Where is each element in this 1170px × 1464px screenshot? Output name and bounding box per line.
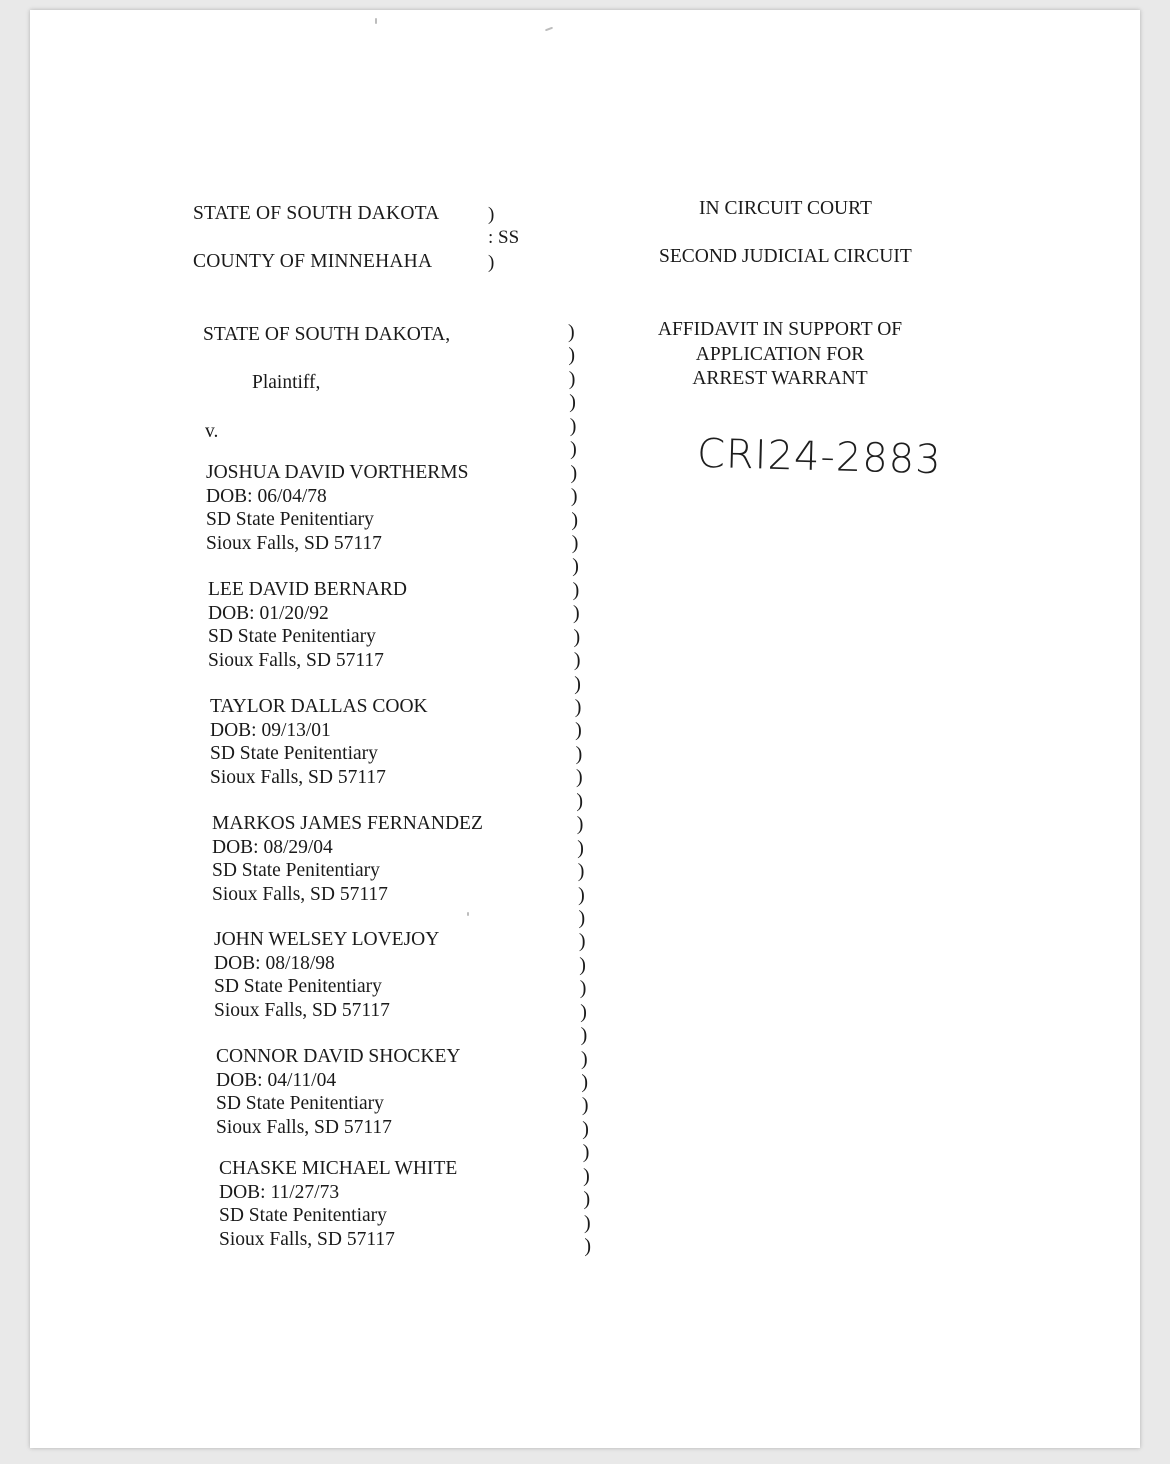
defendant-block xyxy=(214,928,439,1022)
caption-paren: ) xyxy=(568,321,575,343)
caption-paren: ) xyxy=(582,1141,590,1164)
caption-paren: ) xyxy=(584,1235,592,1258)
caption-paren: ) xyxy=(572,555,579,578)
caption-paren: ) xyxy=(569,391,576,414)
caption-paren: ) xyxy=(577,860,585,883)
document-title-line: APPLICATION FOR xyxy=(695,343,865,365)
venue-ss: : SS xyxy=(488,227,520,248)
defendant-dob: DOB: 11/27/73 xyxy=(219,1181,340,1203)
caption-paren: ) xyxy=(576,766,583,789)
caption-paren: ) xyxy=(578,930,586,953)
caption-paren: ) xyxy=(570,461,578,484)
caption-paren: ) xyxy=(568,344,576,367)
caption-paren: ) xyxy=(574,696,582,718)
defendant-name: MARKOS JAMES FERNANDEZ xyxy=(212,813,483,834)
defendant-city: Sioux Falls, SD 57117 xyxy=(208,649,384,671)
document-title-line: ARREST WARRANT xyxy=(692,368,868,389)
defendant-block xyxy=(219,1157,457,1251)
venue-state: STATE OF SOUTH DAKOTA xyxy=(193,203,440,224)
defendant-block xyxy=(210,695,428,789)
defendant-dob: DOB: 01/20/92 xyxy=(208,602,329,624)
caption-paren: ) xyxy=(573,625,581,648)
court-name: IN CIRCUIT COURT xyxy=(699,198,872,219)
defendant-block xyxy=(212,812,483,906)
caption-paren: ) xyxy=(581,1071,589,1093)
defendant-name: JOSHUA DAVID VORTHERMS xyxy=(206,462,469,483)
caption-paren: ) xyxy=(568,367,576,390)
caption-paren: ) xyxy=(579,953,586,976)
caption-paren: ) xyxy=(574,672,581,695)
caption-paren: ) xyxy=(575,719,582,742)
caption-paren: ) xyxy=(576,813,584,836)
defendant-name: TAYLOR DALLAS COOK xyxy=(210,696,428,717)
defendant-facility: SD State Penitentiary xyxy=(206,509,374,530)
venue-paren-bottom: ) xyxy=(488,252,495,273)
document-title xyxy=(640,318,920,392)
defendant-facility: SD State Penitentiary xyxy=(216,1093,384,1114)
defendant-dob: DOB: 09/13/01 xyxy=(210,719,331,741)
venue-paren-top: ) xyxy=(488,204,495,225)
caption-paren: ) xyxy=(572,578,580,601)
defendant-name: CHASKE MICHAEL WHITE xyxy=(219,1158,458,1179)
versus-label: v. xyxy=(205,421,219,442)
caption-paren: ) xyxy=(580,1000,587,1023)
caption-paren: ) xyxy=(573,649,581,672)
caption-paren: ) xyxy=(570,485,578,508)
scan-mark xyxy=(375,18,377,24)
defendant-facility: SD State Penitentiary xyxy=(210,743,378,764)
caption-paren: ) xyxy=(571,531,579,554)
defendant-block xyxy=(206,461,469,555)
defendant-block xyxy=(216,1045,461,1139)
caption-paren: ) xyxy=(581,1094,589,1117)
caption-paren: ) xyxy=(570,438,577,461)
defendant-city: Sioux Falls, SD 57117 xyxy=(214,999,390,1021)
caption-paren: ) xyxy=(578,883,585,906)
document-title-line: AFFIDAVIT IN SUPPORT OF xyxy=(657,319,903,340)
defendant-city: Sioux Falls, SD 57117 xyxy=(216,1116,392,1138)
defendant-city: Sioux Falls, SD 57117 xyxy=(210,766,386,788)
defendant-city: Sioux Falls, SD 57117 xyxy=(219,1228,395,1250)
defendant-name: LEE DAVID BERNARD xyxy=(208,579,407,600)
caption-paren-column xyxy=(568,321,592,1259)
defendant-facility: SD State Penitentiary xyxy=(212,860,380,881)
handwritten-case-number: CRI24-2883 xyxy=(696,430,943,484)
defendant-dob: DOB: 04/11/04 xyxy=(216,1069,337,1091)
caption-paren: ) xyxy=(584,1211,591,1234)
caption-paren: ) xyxy=(571,508,579,531)
caption-paren: ) xyxy=(576,789,584,812)
defendant-facility: SD State Penitentiary xyxy=(208,626,376,647)
caption-paren: ) xyxy=(577,836,584,859)
caption-paren: ) xyxy=(579,977,587,1000)
defendant-facility: SD State Penitentiary xyxy=(219,1205,387,1226)
defendant-dob: DOB: 08/18/98 xyxy=(214,952,335,974)
venue-county: COUNTY OF MINNEHAHA xyxy=(193,251,433,272)
defendant-city: Sioux Falls, SD 57117 xyxy=(206,532,382,554)
scan-mark xyxy=(467,912,469,916)
caption-paren: ) xyxy=(581,1047,588,1070)
plaintiff-role: Plaintiff, xyxy=(252,372,321,393)
caption-paren: ) xyxy=(582,1117,589,1140)
defendant-name: JOHN WELSEY LOVEJOY xyxy=(214,929,440,950)
caption-paren: ) xyxy=(575,742,583,765)
defendant-name: CONNOR DAVID SHOCKEY xyxy=(216,1046,461,1067)
caption-paren: ) xyxy=(573,602,580,625)
scan-mark xyxy=(545,27,553,32)
caption-paren: ) xyxy=(583,1188,591,1211)
document-page xyxy=(30,10,1140,1448)
caption-paren: ) xyxy=(569,414,577,437)
defendant-dob: DOB: 08/29/04 xyxy=(212,836,333,858)
defendant-facility: SD State Penitentiary xyxy=(214,976,382,997)
caption-paren: ) xyxy=(583,1164,590,1187)
defendant-block xyxy=(208,578,407,672)
defendant-dob: DOB: 06/04/78 xyxy=(206,485,327,507)
caption-paren: ) xyxy=(580,1024,588,1047)
defendant-city: Sioux Falls, SD 57117 xyxy=(212,883,388,905)
plaintiff-name: STATE OF SOUTH DAKOTA, xyxy=(203,324,451,345)
caption-paren: ) xyxy=(578,906,586,929)
judicial-circuit: SECOND JUDICIAL CIRCUIT xyxy=(659,246,912,267)
